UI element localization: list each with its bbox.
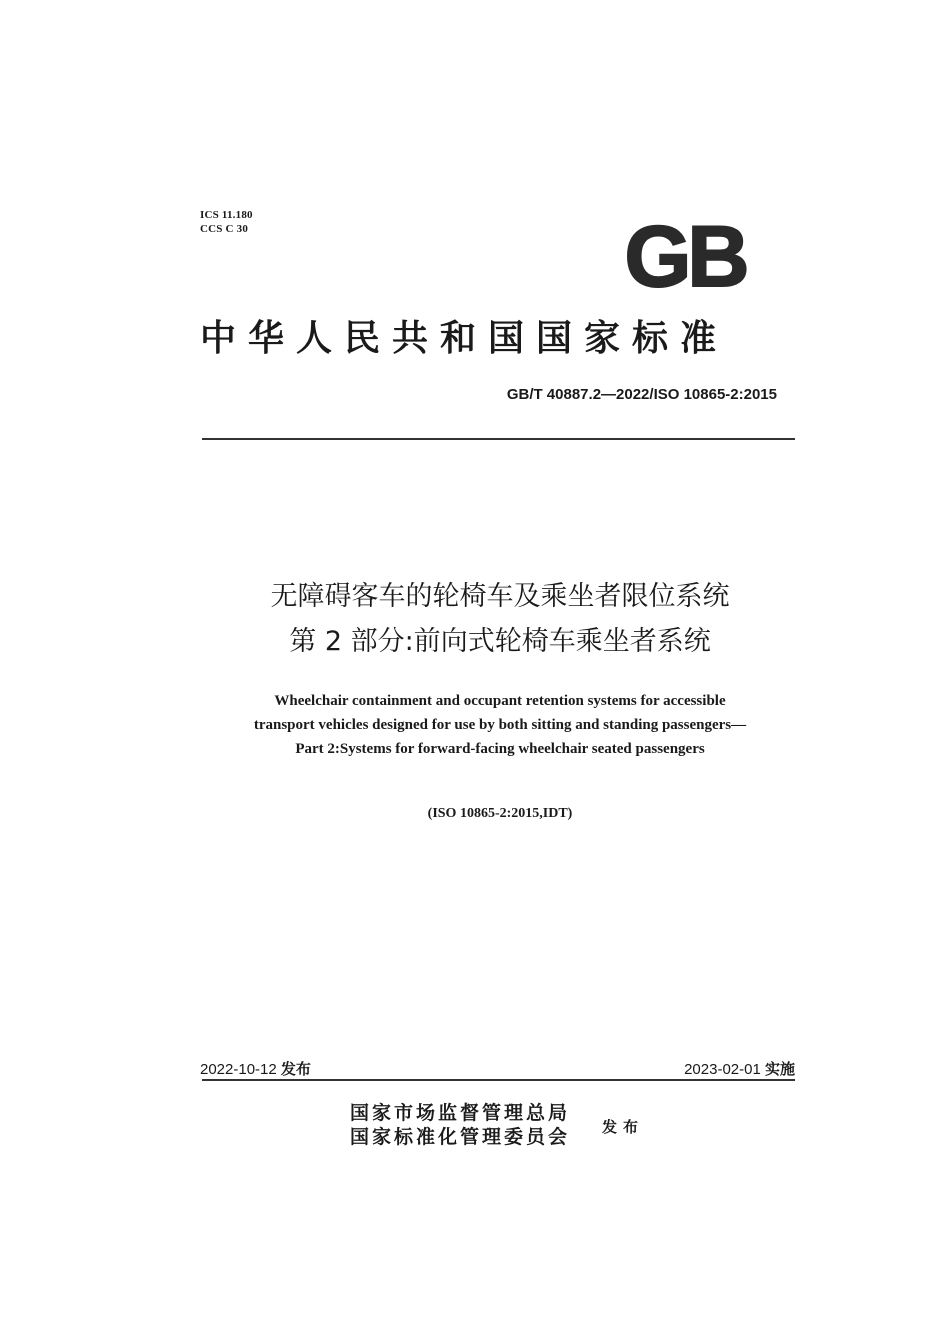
issuer-line-2: 国家标准化管理委员会	[350, 1126, 571, 1148]
chinese-title-line-2: 第 2 部分:前向式轮椅车乘坐者系统	[289, 626, 711, 657]
issue-date: 2022-10-12	[200, 1061, 277, 1078]
implementation-date: 2023-02-01	[684, 1061, 761, 1078]
header-divider	[202, 438, 795, 440]
english-title-line-1: Wheelchair containment and occupant retention systems for accessible	[274, 693, 726, 709]
implementation-label: 实施	[764, 1061, 795, 1078]
issue-label: 发布	[280, 1061, 311, 1078]
gb-logo-text: GB	[624, 216, 746, 296]
chinese-title-line-1: 无障碍客车的轮椅车及乘坐者限位系统	[270, 581, 730, 612]
national-standard-title: 中华人民共和国国家标准	[200, 317, 729, 359]
ccs-code: CCS C 30	[200, 223, 249, 235]
english-title-line-2: transport vehicles designed for use by both sitting and standing passengers—	[253, 717, 747, 733]
issuer-action: 发布	[602, 1118, 645, 1136]
issuer-line-1: 国家市场监督管理总局	[350, 1102, 571, 1124]
issuing-authorities	[350, 1101, 570, 1149]
issue-date-block	[200, 1058, 311, 1079]
iso-reference: (ISO 10865-2:2015,IDT)	[427, 806, 573, 821]
classification-codes	[200, 208, 253, 236]
english-title-line-3: Part 2:Systems for forward-facing wheelchair seated passengers	[295, 741, 705, 757]
gb-logo	[610, 216, 760, 296]
standard-number: GB/T 40887.2—2022/ISO 10865-2:2015	[506, 386, 777, 403]
ics-code: ICS 11.180	[200, 209, 253, 221]
english-title	[120, 689, 880, 761]
footer-divider	[202, 1079, 795, 1081]
implementation-date-block	[684, 1058, 795, 1079]
